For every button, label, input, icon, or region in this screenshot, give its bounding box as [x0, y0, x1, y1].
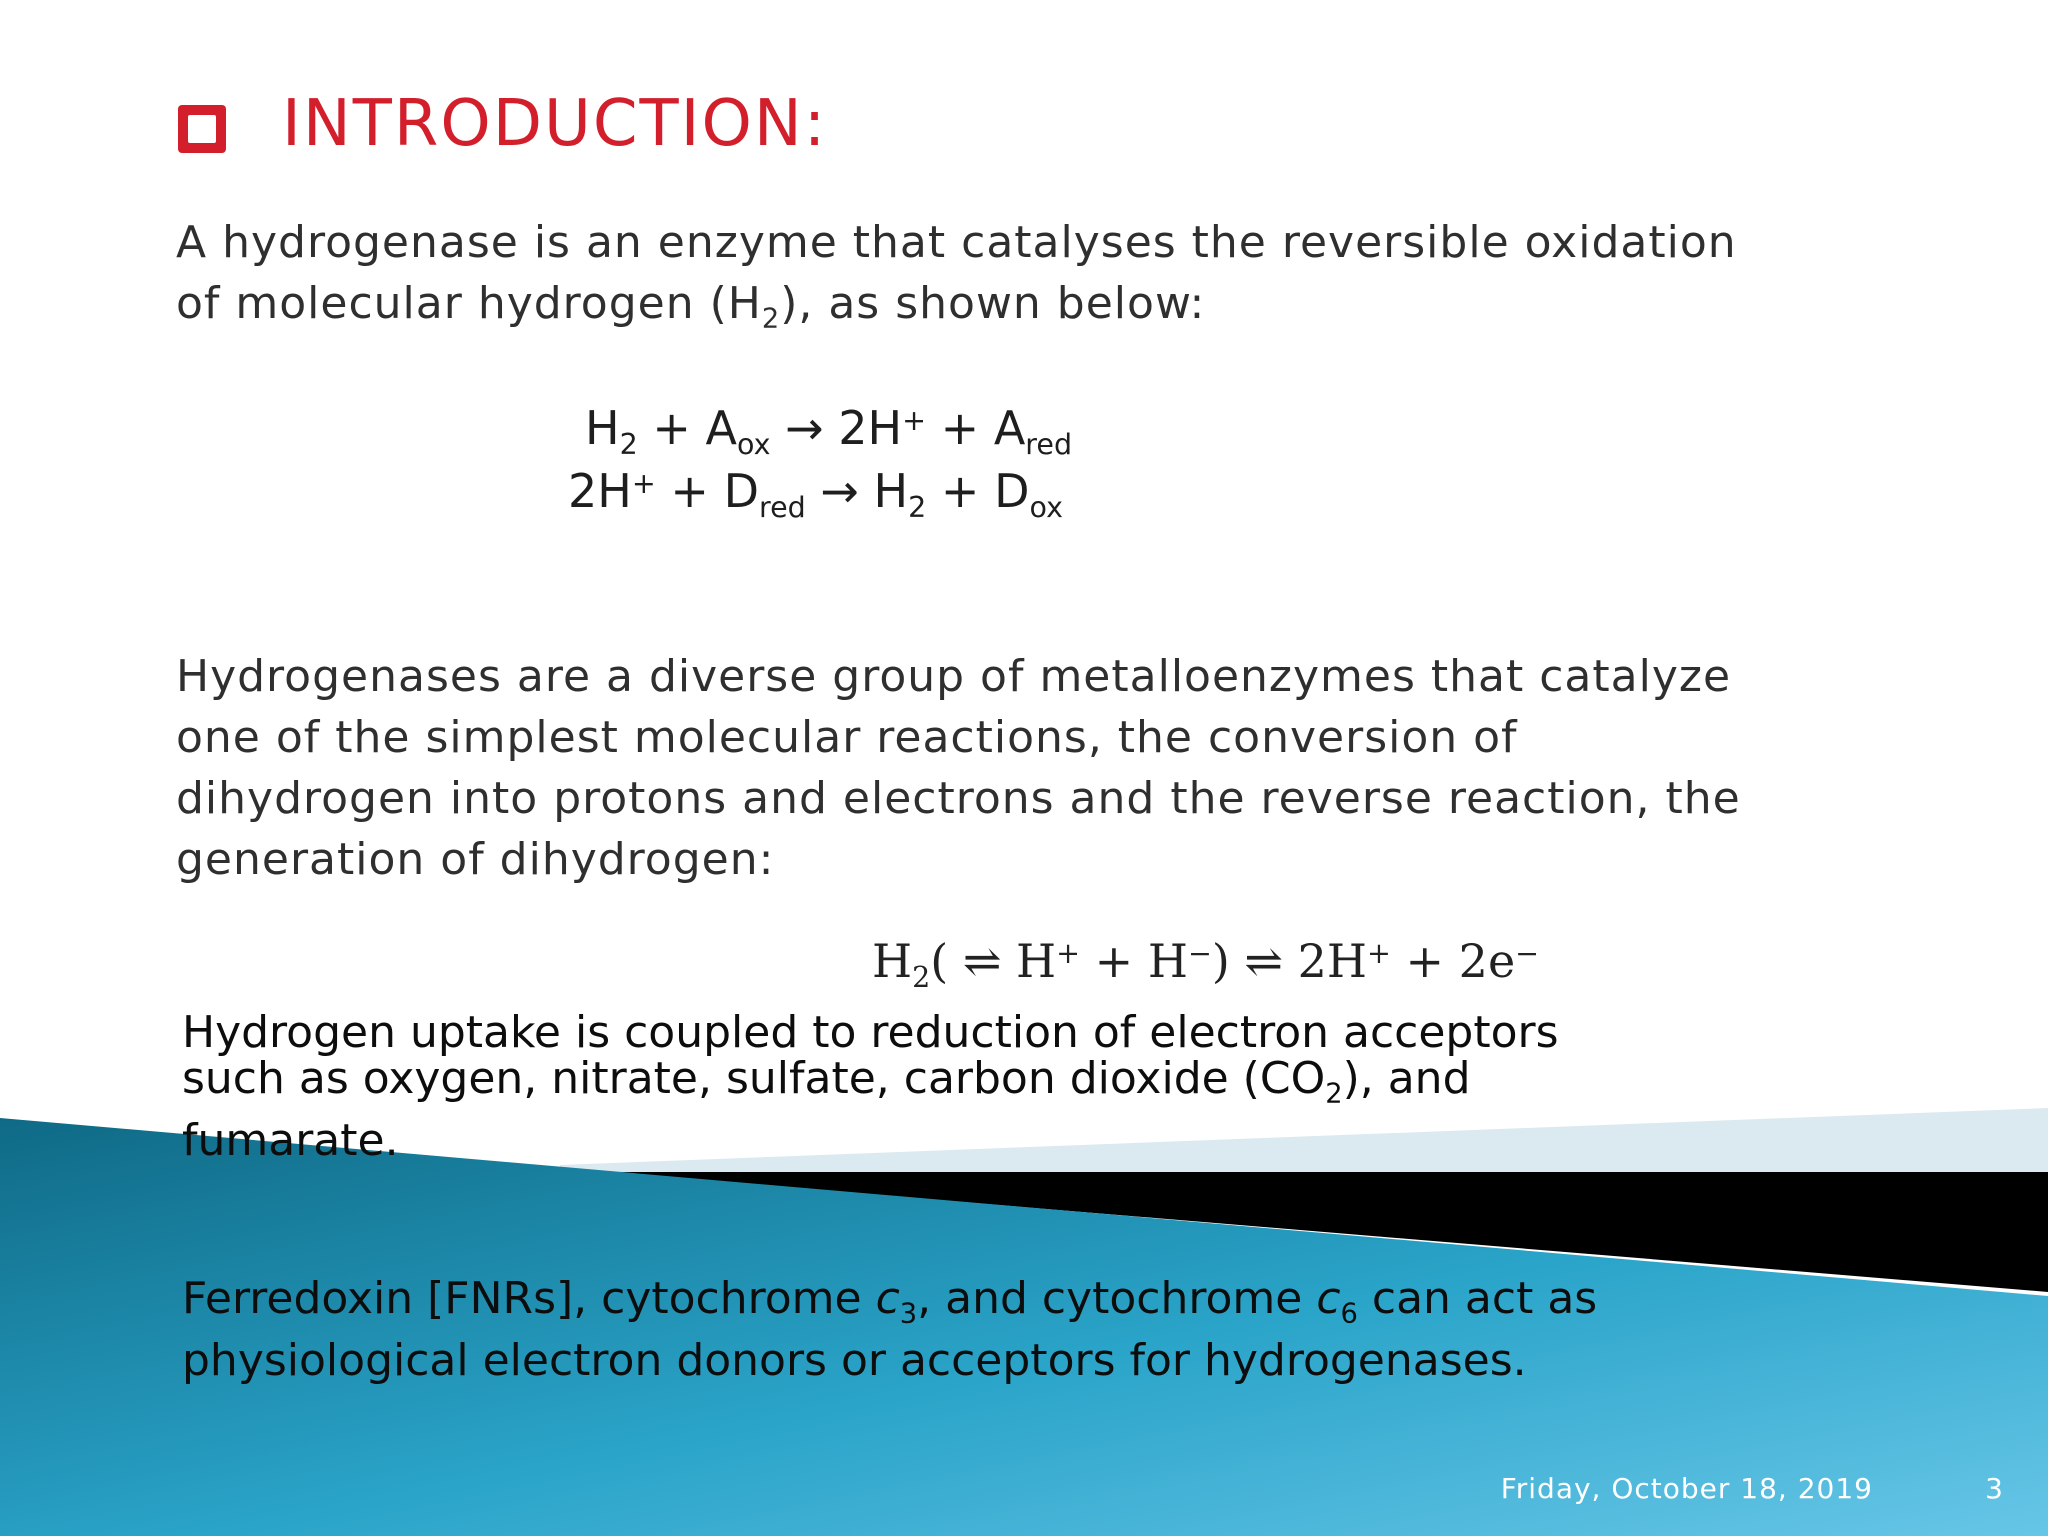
equation-oxidation: $H_2 + A_{ox} \to 2H^+ + A_{red}$ — [585, 401, 1073, 461]
equation-reduction: $2H^+ + D_{red} \to H_2 + D_{ox}$ — [568, 464, 1063, 524]
hydrogenase-paragraph: Hydrogenases are a diverse group of metalloenzymes that catalyze one of the simplest molecular reactions, the conversion of dihydrogen into protons and electrons and the reverse reaction, the generation of dihydrogen: — [176, 651, 1741, 885]
donors-paragraph: Ferredoxin [FNRs], cytochrome $c_3$, and cytochrome $c_6$ can act as physiological electron donors or acceptors for hydrogenases. — [182, 1273, 1598, 1386]
intro-paragraph: A hydrogenase is an enzyme that catalyses the reversible oxidation of molecular hydrogen $(H_2)$, as shown below: — [176, 217, 1737, 335]
equation-dihydrogen: $H_2$( ⇌ H+ + H−) ⇌ 2H+ + 2e− — [872, 934, 1540, 994]
checkbox-bullet-icon — [178, 105, 226, 153]
footer-date: Friday, October 18, 2019 — [1500, 1472, 1873, 1505]
slide-number: 3 — [1985, 1472, 2003, 1505]
slide-title: INTRODUCTION: — [282, 87, 828, 161]
uptake-paragraph: Hydrogen uptake is coupled to reduction of electron acceptors such as oxygen, nitrate, sulfate, carbon dioxide $(CO_2)$, and fumarate. — [182, 1007, 1559, 1166]
